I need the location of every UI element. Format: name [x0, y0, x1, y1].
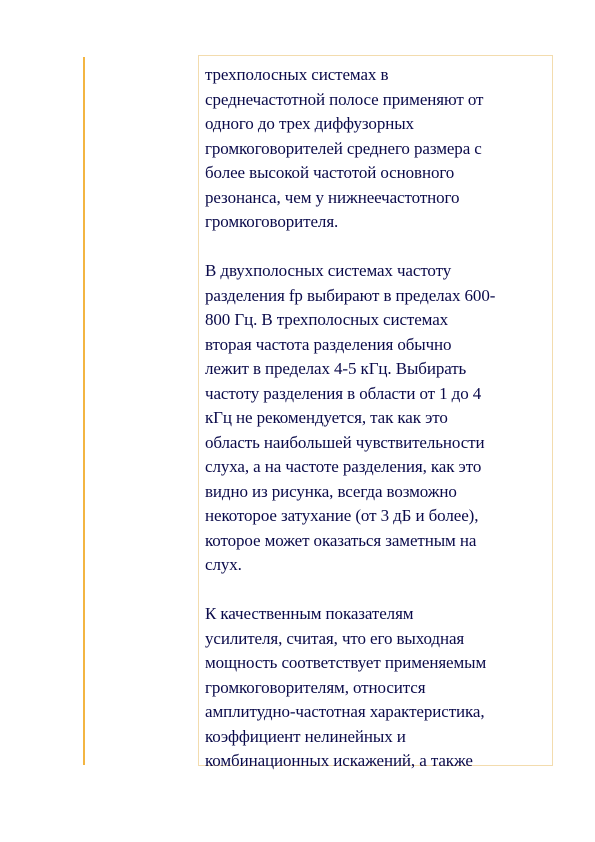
left-margin-rule [83, 57, 85, 765]
text-frame [198, 55, 553, 770]
paragraph-1: трехполосных системах в среднечастотной полосе применяют от одного до трех диффузорных громкоговорителей среднего размера с более высокой частотой основного резонанса, чем у нижнеечастотного громкоговорителя. [205, 65, 484, 231]
paragraph-3: К качественным показателям усилителя, считая, что его выходная мощность соответствует применяемым громкоговорителям, относится амплитудно-частотная характеристика, коэффициент нелинейных и комбинационных искажений, а также [205, 604, 487, 770]
paragraph-2: В двухполосных системах частоту разделения fp выбирают в пределах 600- 800 Гц. В трехполосных системах вторая частота разделения обычно лежит в пределах 4-5 кГц. Выбирать частоту разделения в области от 1 до 4 кГц не рекомендуется, так как это область наибольшей чувствительности слуха, а на частоте разделения, как это видно из рисунка, всегда возможно некоторое затухание (от 3 дБ и более), которое может оказаться заметным на слух. [205, 261, 496, 574]
